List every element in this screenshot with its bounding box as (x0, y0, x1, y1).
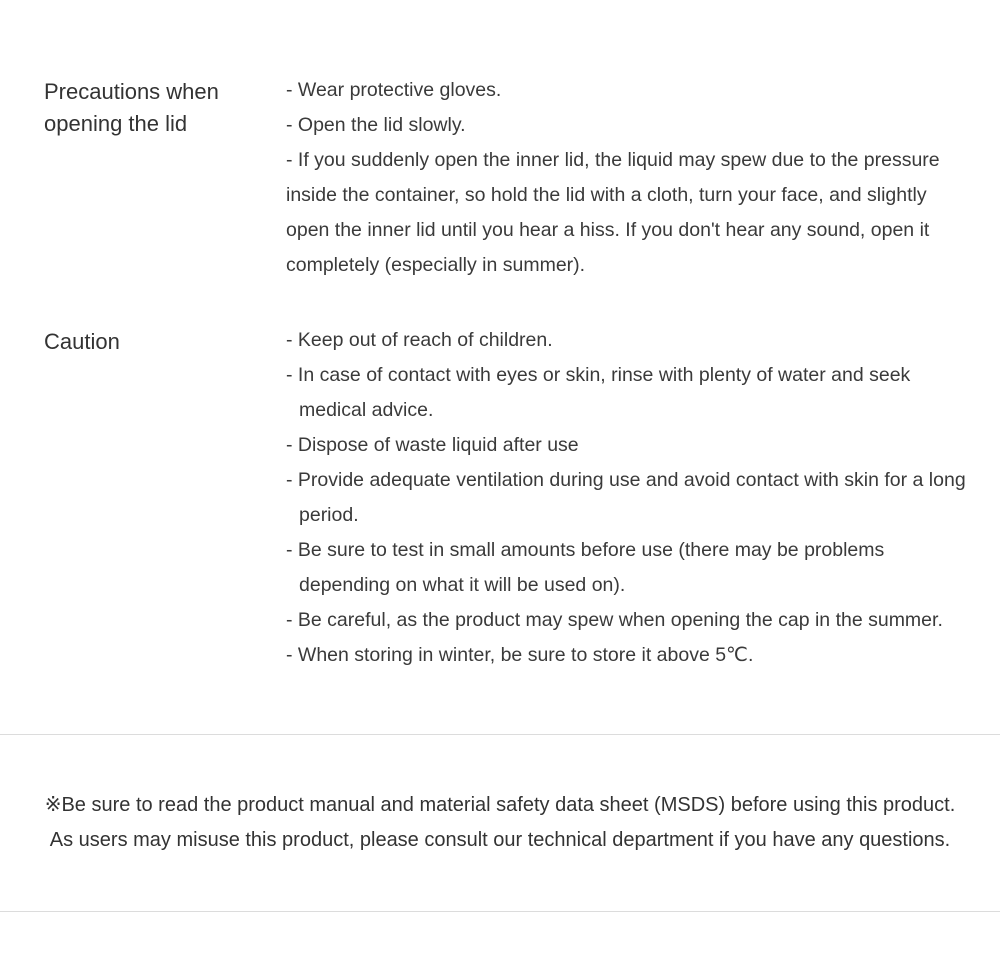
precaution-item: - Wear protective gloves. (286, 79, 502, 101)
caution-item: - In case of contact with eyes or skin, rinse with plenty of water and seek medical advice. (286, 364, 911, 421)
caution-heading: Caution (44, 329, 120, 354)
caution-item: - Provide adequate ventilation during use and avoid contact with skin for a long period. (286, 469, 966, 526)
caution-item: - When storing in winter, be sure to store it above 5℃. (286, 644, 754, 666)
caution-item: - Be sure to test in small amounts before use (there may be problems depending on what it will be used on). (286, 539, 885, 596)
precaution-item: - Open the lid slowly. (286, 114, 466, 136)
precautions-list (286, 73, 972, 283)
divider-top (0, 734, 1000, 735)
caution-item: - Be careful, as the product may spew when opening the cap in the summer. (286, 609, 943, 631)
precautions-heading: Precautions when opening the lid (44, 79, 219, 136)
divider-bottom (0, 911, 1000, 912)
notice-line-1: ※Be sure to read the product manual and material safety data sheet (MSDS) before using this product. (44, 794, 956, 816)
caution-list (286, 323, 972, 673)
caution-item: - Dispose of waste liquid after use (286, 434, 579, 456)
msds-notice (0, 788, 1000, 858)
caution-item: - Keep out of reach of children. (286, 329, 553, 351)
notice-line-2: As users may misuse this product, please consult our technical department if you have any questions. (49, 829, 951, 851)
precaution-item: - If you suddenly open the inner lid, the liquid may spew due to the pressure inside the container, so hold the lid with a cloth, turn your face, and slightly open the inner lid until you hear a hiss. If you don't hear any sound, open it completely (especially in summer). (286, 149, 940, 276)
